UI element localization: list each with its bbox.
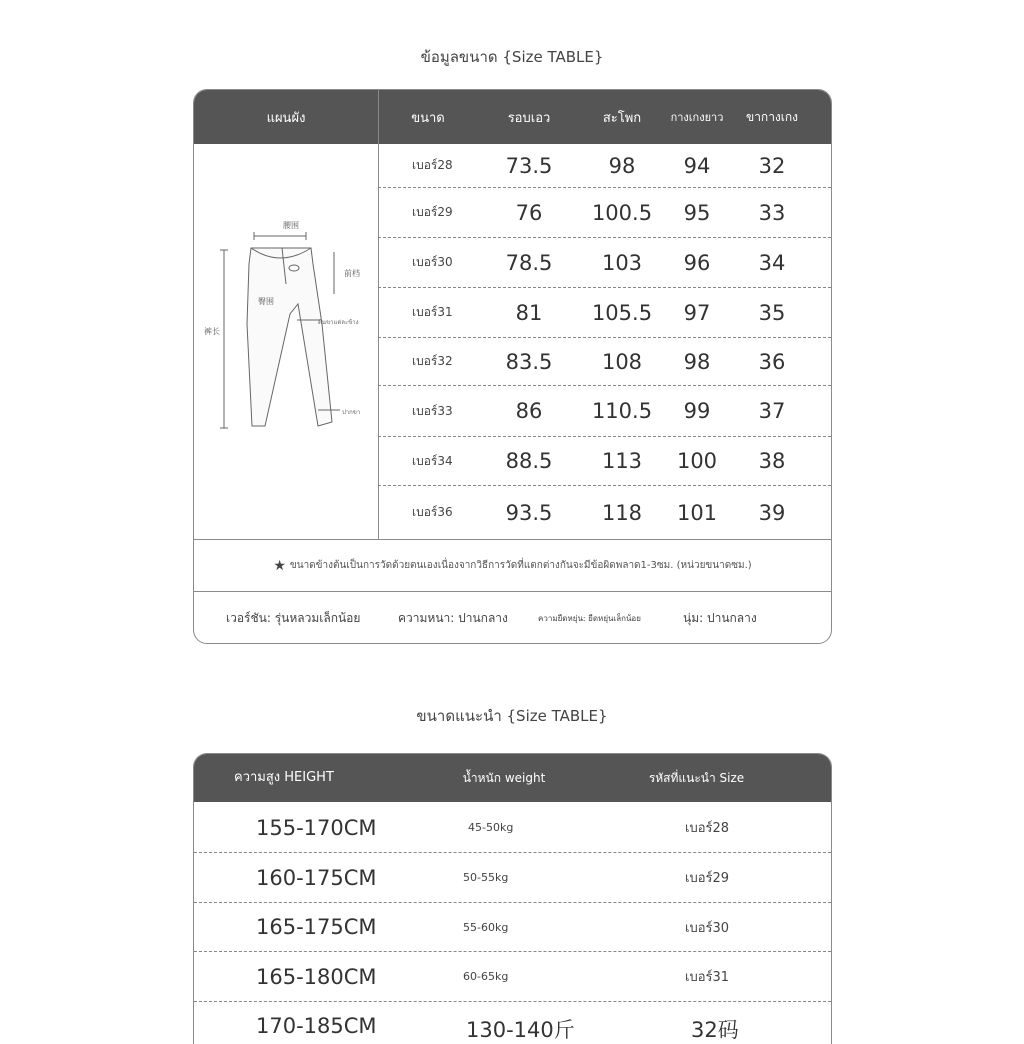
- header-recommended-size: รหัสที่แนะนำ Size: [648, 770, 745, 785]
- row-height: 155-170CM: [256, 815, 377, 840]
- row-leg: 35: [758, 300, 786, 325]
- recommend-table-header: [194, 754, 831, 802]
- row-height: 160-175CM: [256, 865, 377, 890]
- table-row: [378, 338, 831, 386]
- table-row: [378, 144, 831, 188]
- header-leg-opening: ขากางเกง: [745, 109, 799, 124]
- table-row: [194, 903, 831, 952]
- diagram-thigh-label: ต้นขาแต่ละข้าง: [318, 319, 359, 326]
- row-hip: 118: [601, 500, 643, 525]
- row-leg: 32: [758, 153, 786, 178]
- row-hip: 110.5: [591, 399, 653, 423]
- row-size: เบอร์29: [685, 871, 730, 886]
- row-waist: 78.5: [505, 250, 553, 275]
- row-length: 95: [683, 200, 711, 225]
- pants-diagram: [194, 144, 378, 539]
- diagram-hip-label: 臀围: [258, 297, 274, 306]
- attr-thickness: ความหนา: ปานกลาง: [398, 610, 508, 625]
- header-waist: รอบเอว: [507, 110, 551, 126]
- row-length: 100: [676, 449, 718, 473]
- row-hip: 103: [601, 250, 643, 275]
- row-size: 32码: [691, 1018, 739, 1042]
- row-waist: 93.5: [505, 500, 553, 525]
- row-length: 97: [683, 300, 711, 325]
- row-waist: 76: [515, 200, 543, 225]
- row-waist: 81: [515, 300, 543, 325]
- row-size: เบอร์30: [685, 920, 730, 936]
- row-length: 94: [683, 153, 711, 178]
- row-size: เบอร์31: [412, 305, 453, 319]
- row-length: 98: [683, 349, 711, 374]
- table-row: [194, 952, 831, 1002]
- note-text: ขนาดข้างต้นเป็นการวัดด้วยตนเองเนื่องจากวิธีการวัดที่แตกต่างกันจะมีข้อผิดพลาด1-3ซม. (หน่วยขนาดซม.): [289, 560, 752, 571]
- row-waist: 86: [515, 399, 543, 423]
- row-size: เบอร์34: [412, 453, 453, 468]
- header-length: กางเกงยาว: [670, 111, 724, 124]
- row-size: เบอร์28: [412, 158, 453, 172]
- attr-softness: นุ่ม: ปานกลาง: [683, 610, 757, 625]
- row-weight: 55-60kg: [463, 920, 509, 934]
- table-row: [378, 188, 831, 238]
- recommend-table-card: [193, 753, 832, 1044]
- size-table-card: [193, 89, 832, 644]
- row-waist: 88.5: [505, 449, 553, 473]
- row-length: 101: [676, 500, 718, 525]
- pants-illustration: [194, 144, 378, 539]
- row-size: เบอร์32: [412, 354, 453, 368]
- header-divider: [378, 90, 379, 144]
- table-row: [378, 238, 831, 288]
- row-hip: 100.5: [591, 200, 653, 225]
- row-height: 170-185CM: [256, 1014, 377, 1038]
- diagram-waist-label: 腰围: [283, 221, 299, 230]
- table-row: [378, 437, 831, 486]
- table-row: [378, 386, 831, 437]
- row-leg: 37: [758, 399, 786, 423]
- header-weight: น้ำหนัก weight: [462, 770, 546, 785]
- row-size: เบอร์28: [685, 821, 730, 836]
- table-row: [378, 288, 831, 338]
- row-weight: 50-55kg: [463, 871, 509, 884]
- header-hip: สะโพก: [602, 110, 642, 126]
- row-weight: 45-50kg: [468, 821, 514, 834]
- row-weight: 130-140斤: [466, 1018, 575, 1042]
- row-weight: 60-65kg: [463, 970, 509, 983]
- row-size: เบอร์29: [412, 205, 453, 219]
- row-height: 165-180CM: [256, 964, 377, 989]
- header-height: ความสูง HEIGHT: [234, 770, 334, 785]
- row-size: เบอร์36: [412, 505, 453, 519]
- row-leg: 33: [758, 200, 786, 225]
- row-leg: 39: [758, 500, 786, 525]
- row-hip: 105.5: [591, 300, 653, 325]
- size-table-title: ข้อมูลขนาด {Size TABLE}: [420, 48, 604, 66]
- diagram-hem-label: ปากขา: [342, 409, 361, 416]
- row-hip: 98: [608, 153, 636, 178]
- header-diagram: แผนผัง: [266, 110, 306, 126]
- row-leg: 38: [758, 449, 786, 473]
- attributes-row: [194, 591, 831, 644]
- table-row: [194, 853, 831, 903]
- star-icon: ★: [273, 557, 286, 574]
- diagram-length-label: 裤长: [204, 327, 220, 336]
- row-leg: 34: [758, 250, 786, 275]
- row-waist: 73.5: [505, 153, 553, 178]
- row-size: เบอร์30: [412, 255, 453, 269]
- row-length: 99: [683, 399, 711, 423]
- table-row: [378, 486, 831, 539]
- measurement-note: [194, 539, 831, 591]
- diagram-rise-label: 前档: [344, 269, 360, 278]
- table-row: [194, 1002, 831, 1044]
- row-length: 96: [683, 250, 711, 275]
- recommend-table-title: ขนาดแนะนำ {Size TABLE}: [416, 707, 608, 725]
- table-row: [194, 803, 831, 853]
- row-leg: 36: [758, 349, 786, 374]
- attr-elasticity: ความยืดหยุ่น: ยืดหยุ่นเล็กน้อย: [538, 613, 641, 623]
- row-size: เบอร์33: [412, 403, 453, 418]
- row-size: เบอร์31: [685, 970, 730, 985]
- attr-version: เวอร์ชัน: รุ่นหลวมเล็กน้อย: [226, 610, 361, 625]
- size-table-header: [194, 90, 831, 144]
- row-waist: 83.5: [505, 349, 553, 374]
- row-hip: 108: [601, 349, 643, 374]
- row-hip: 113: [601, 449, 643, 473]
- row-height: 165-175CM: [256, 915, 377, 939]
- header-size: ขนาด: [411, 110, 445, 126]
